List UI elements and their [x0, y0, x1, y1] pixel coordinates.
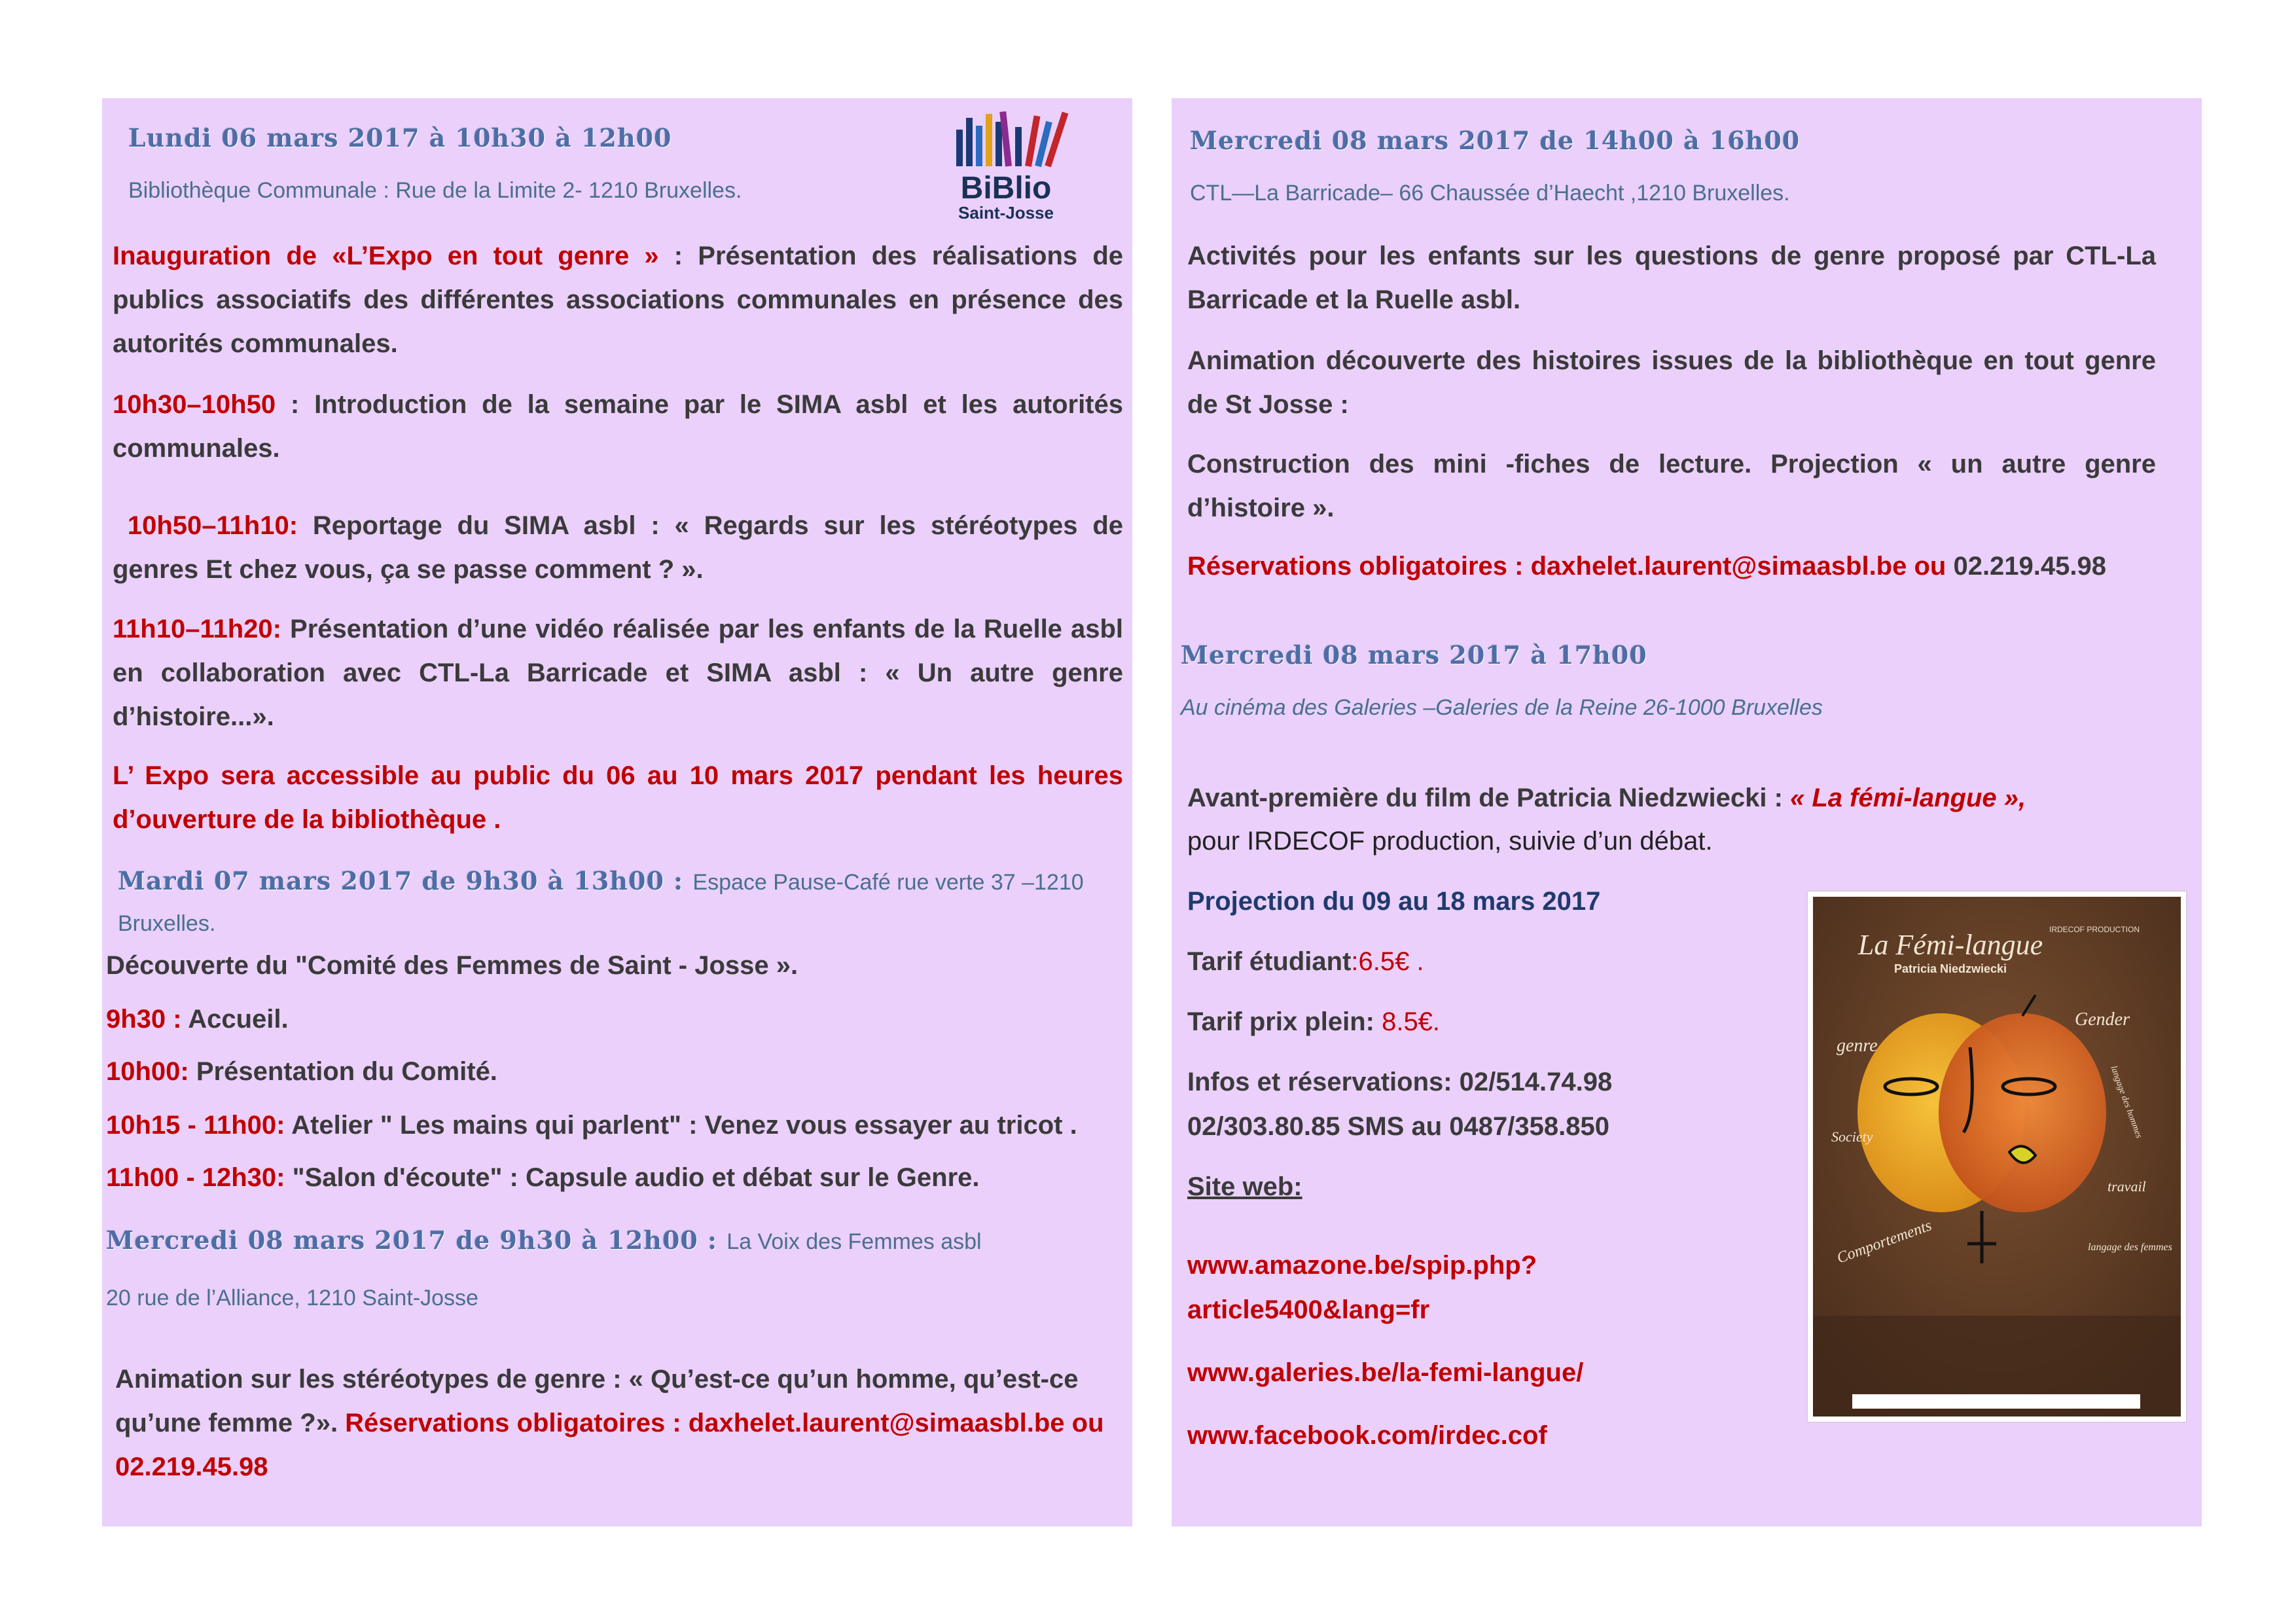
film-poster	[1808, 892, 2186, 1422]
event2-schedule-3: 10h15 - 11h00: Atelier " Les mains qui parlent" : Venez vous essayer au tricot .	[106, 1111, 1077, 1140]
logo-bar	[966, 118, 973, 166]
event1-heading: Lundi 06 mars 2017 à 10h30 à 12h00	[128, 123, 672, 153]
poster-title: La Fémi-langue	[1857, 929, 2043, 961]
link-amazone-1[interactable]: www.amazone.be/spip.php?	[1187, 1251, 1537, 1280]
link-galeries[interactable]: www.galeries.be/la-femi-langue/	[1187, 1358, 1584, 1387]
logo-bar	[1015, 127, 1022, 166]
event3-address: 20 rue de l’Alliance, 1210 Saint-Josse	[106, 1286, 478, 1310]
poster-sponsor-strip	[1852, 1394, 2140, 1409]
event5-infos-1: Infos et réservations: 02/514.74.98	[1187, 1068, 1613, 1096]
event5-location: Au cinéma des Galeries –Galeries de la Reine 26-1000 Bruxelles	[1181, 695, 1823, 720]
event2-schedule-4: 11h00 - 12h30: "Salon d'écoute" : Capsule audio et débat sur le Genre.	[106, 1163, 980, 1192]
event4-reserve: Réservations obligatoires : daxhelet.laurent@simaasbl.be ou 02.219.45.98	[1187, 552, 2107, 581]
poster-word-travail: travail	[2108, 1178, 2146, 1195]
event1-location: Bibliothèque Communale : Rue de la Limite 2- 1210 Bruxelles.	[128, 178, 742, 203]
link-facebook[interactable]: www.facebook.com/irdec.cof	[1187, 1421, 1547, 1450]
event2-intro: Découverte du "Comité des Femmes de Saint - Josse ».	[106, 951, 798, 980]
link-amazone-2[interactable]: article5400&lang=fr	[1187, 1295, 1430, 1324]
biblio-logo	[954, 110, 1056, 223]
event3-header: Mercredi 08 mars 2017 de 9h30 à 12h00 : La Voix des Femmes asbl	[106, 1225, 982, 1255]
film-poster-artwork	[1813, 897, 2181, 1416]
poster-word-society: Society	[1831, 1128, 1873, 1145]
poster-author: Patricia Niedzwiecki	[1893, 962, 2007, 975]
logo-line2: Saint-Josse	[958, 203, 1054, 223]
logo-line1: BiBlio	[960, 171, 1052, 206]
event5-film-sub: pour IRDECOF production, suivie d’un débat.	[1187, 827, 1713, 856]
event1-expo-note: L’ Expo sera accessible au public du 06 au 10 mars 2017 pendant les heures d’ouverture de la bibliothèque .	[113, 761, 1123, 834]
poster-word-langage-hommes: langage des hommes	[2108, 1064, 2144, 1140]
event2-schedule-2: 10h00: Présentation du Comité.	[106, 1057, 497, 1086]
logo-bar	[956, 130, 963, 166]
poster-word-genre: genre	[1837, 1036, 1878, 1056]
event5-projection: Projection du 09 au 18 mars 2017	[1187, 887, 1601, 916]
event5-heading: Mercredi 08 mars 2017 à 17h00	[1181, 640, 1647, 670]
event1-timeslot-2: 10h50–11h10: Reportage du SIMA asbl : « Regards sur les stéréotypes de genres Et chez vous, ça se passe comment ? ».	[113, 511, 1123, 584]
event2-header: Mardi 07 mars 2017 de 9h30 à 13h00 : Espace Pause-Café rue verte 37 –1210 Bruxelles.	[118, 866, 1084, 936]
event1-intro: Inauguration de «L’Expo en tout genre » : Présentation des réalisations de publics associatifs des différentes associations communales en présence des autorités communales.	[113, 242, 1123, 358]
logo-bar	[986, 114, 992, 166]
poster-word-langage-femmes: langage des femmes	[2088, 1242, 2172, 1253]
event2-schedule-1: 9h30 : Accueil.	[106, 1005, 289, 1034]
poster-word-gender: Gender	[2075, 1009, 2130, 1030]
event4-p1: Activités pour les enfants sur les questions de genre proposé par CTL-La Barricade et la Ruelle asbl.	[1187, 242, 2156, 314]
poster-svg	[1813, 897, 2181, 1416]
event5-tarif-student: Tarif étudiant:6.5€ .	[1187, 947, 1424, 976]
event1-timeslot-3: 11h10–11h20: Présentation d’une vidéo réalisée par les enfants de la Ruelle asbl en collaboration avec CTL-La Barricade et SIMA asbl : « Un autre genre d’histoire...».	[113, 615, 1123, 731]
event5-film: Avant-première du film de Patricia Niedzwiecki : « La fémi-langue »,	[1187, 784, 2026, 812]
poster-face-right	[1939, 1013, 2106, 1212]
event5-infos-2: 02/303.80.85 SMS au 0487/358.850	[1187, 1112, 1609, 1141]
event4-location: CTL—La Barricade– 66 Chaussée d’Haecht ,1210 Bruxelles.	[1190, 181, 1790, 206]
event4-p2: Animation découverte des histoires issues de la bibliothèque en tout genre de St Josse :	[1187, 346, 2156, 419]
event1-timeslot-1: 10h30–10h50 : Introduction de la semaine par le SIMA asbl et les autorités communales.	[113, 390, 1123, 463]
event5-tarif-full: Tarif prix plein: 8.5€.	[1187, 1007, 1441, 1036]
poster-word-comportements: Comportements	[1835, 1217, 1934, 1267]
logo-bar	[976, 126, 982, 166]
event4-p3: Construction des mini -fiches de lecture. Projection « un autre genre d’histoire ».	[1187, 450, 2156, 522]
event3-text: Animation sur les stéréotypes de genre : « Qu’est-ce qu’un homme, qu’est-ce qu’une femme ?». Réservations obligatoires : daxhelet.laurent@simaasbl.be ou 02.219.45.98	[115, 1365, 1104, 1481]
event5-site-label: Site web:	[1187, 1172, 1302, 1201]
poster-producer: IRDECOF PRODUCTION	[2049, 925, 2140, 934]
event4-heading: Mercredi 08 mars 2017 de 14h00 à 16h00	[1190, 126, 1801, 155]
